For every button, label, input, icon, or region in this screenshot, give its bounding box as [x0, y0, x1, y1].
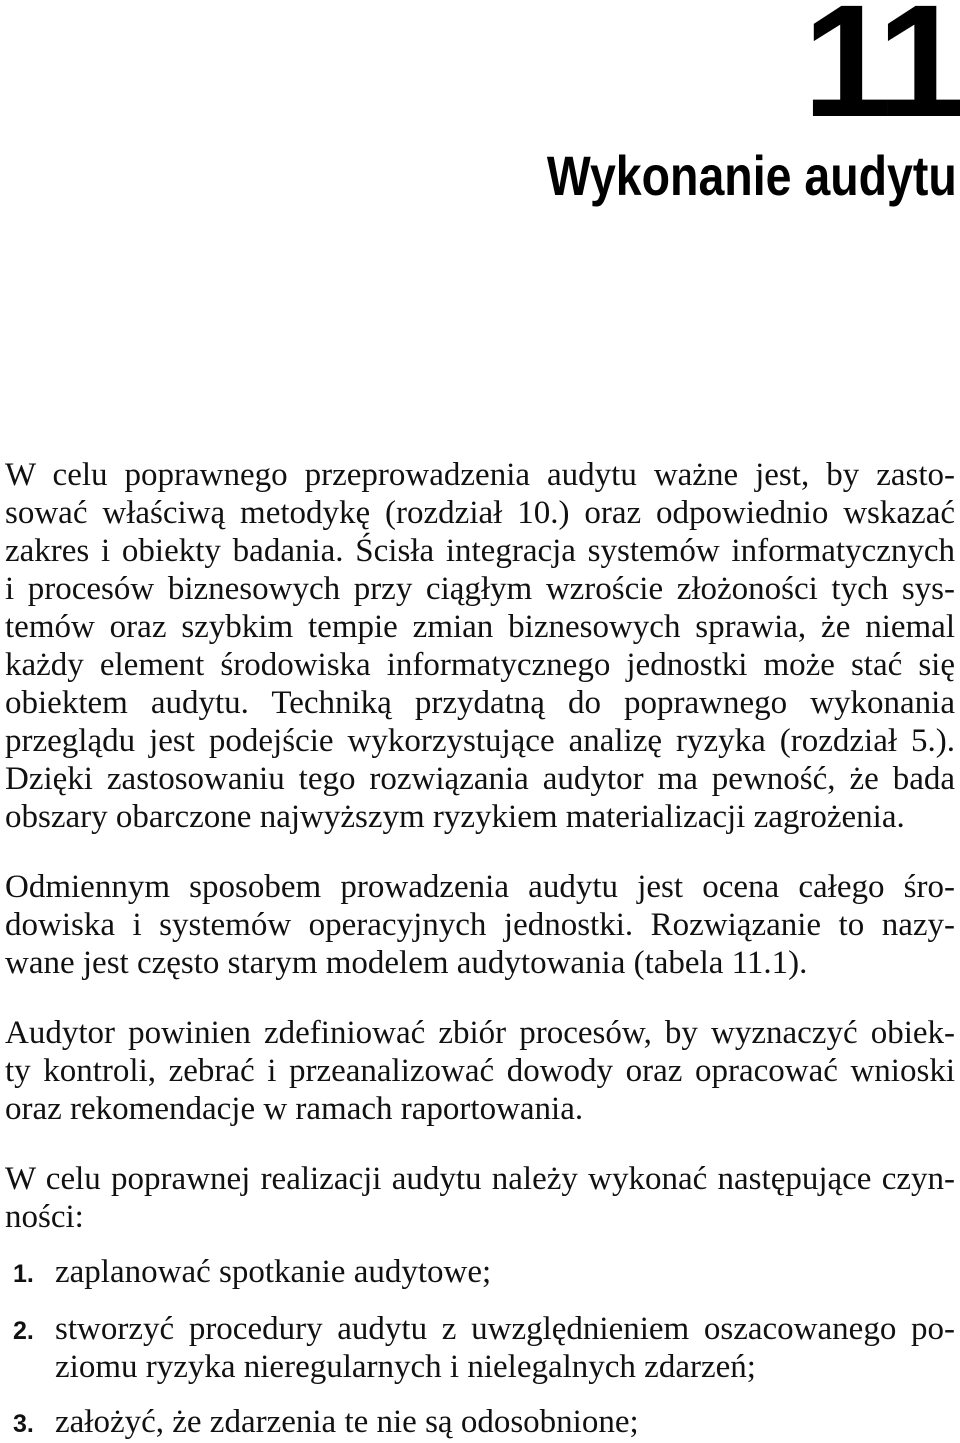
paragraph [5, 1160, 955, 1236]
text-line: oraz rekomendacje w ramach raportowania. [5, 1091, 584, 1127]
list-marker: 1. [13, 1260, 34, 1288]
list-item [5, 1403, 955, 1443]
body-text [5, 456, 955, 1443]
chapter-title: Wykonanie audytu [547, 144, 957, 207]
list-marker: 2. [13, 1317, 34, 1345]
text-line: wane jest często starym modelem audytowania (tabela 11.1). [5, 945, 808, 981]
text-line: W celu poprawnego przeprowadzenia audytu ważne jest, by zasto- [5, 457, 955, 493]
text-line: zakres i obiekty badania. Ścisła integracja systemów informatycznych [5, 533, 955, 569]
chapter-number: 11 [802, 0, 960, 150]
list-item-text [55, 1403, 955, 1441]
text-line: każdy element środowiska informatycznego jednostki może stać się [5, 647, 955, 683]
text-line: założyć, że zdarzenia te nie są odosobnione; [55, 1404, 639, 1440]
text-line: Odmiennym sposobem prowadzenia audytu jest ocena całego śro- [5, 869, 955, 905]
text-line: W celu poprawnej realizacji audytu należy wykonać następujące czyn- [5, 1161, 955, 1197]
text-line: obiektem audytu. Techniką przydatną do poprawnego wykonania [5, 685, 955, 721]
text-line: zaplanować spotkanie audytowe; [55, 1254, 492, 1290]
text-line: ziomu ryzyka nieregularnych i nielegalnych zdarzeń; [55, 1349, 756, 1385]
text-line: sować właściwą metodykę (rozdział 10.) oraz odpowiednio wskazać [5, 495, 955, 531]
list-item-text [55, 1253, 955, 1291]
text-line: Audytor powinien zdefiniować zbiór procesów, by wyznaczyć obiek- [5, 1015, 955, 1051]
list-item [5, 1310, 955, 1386]
text-line: ty kontroli, zebrać i przeanalizować dowody oraz opracować wnioski [5, 1053, 955, 1089]
paragraph [5, 868, 955, 982]
paragraph [5, 1014, 955, 1128]
numbered-list [5, 1253, 955, 1443]
text-line: i procesów biznesowych przy ciągłym wzroście złożoności tych sys- [5, 571, 955, 607]
text-line: stworzyć procedury audytu z uwzględnieniem oszacowanego po- [55, 1311, 955, 1347]
list-item-text [55, 1310, 955, 1386]
list-item [5, 1253, 955, 1293]
text-line: dowiska i systemów operacyjnych jednostki. Rozwiązanie to nazy- [5, 907, 955, 943]
list-marker: 3. [13, 1410, 34, 1438]
text-line: Dzięki zastosowaniu tego rozwiązania audytor ma pewność, że bada [5, 761, 955, 797]
text-line: przeglądu jest podejście wykorzystujące analizę ryzyka (rozdział 5.). [5, 723, 955, 759]
text-line: obszary obarczone najwyższym ryzykiem materializacji zagrożenia. [5, 799, 905, 835]
paragraph [5, 456, 955, 836]
text-line: temów oraz szybkim tempie zmian biznesowych sprawia, że niemal [5, 609, 955, 645]
text-line: ności: [5, 1199, 84, 1235]
